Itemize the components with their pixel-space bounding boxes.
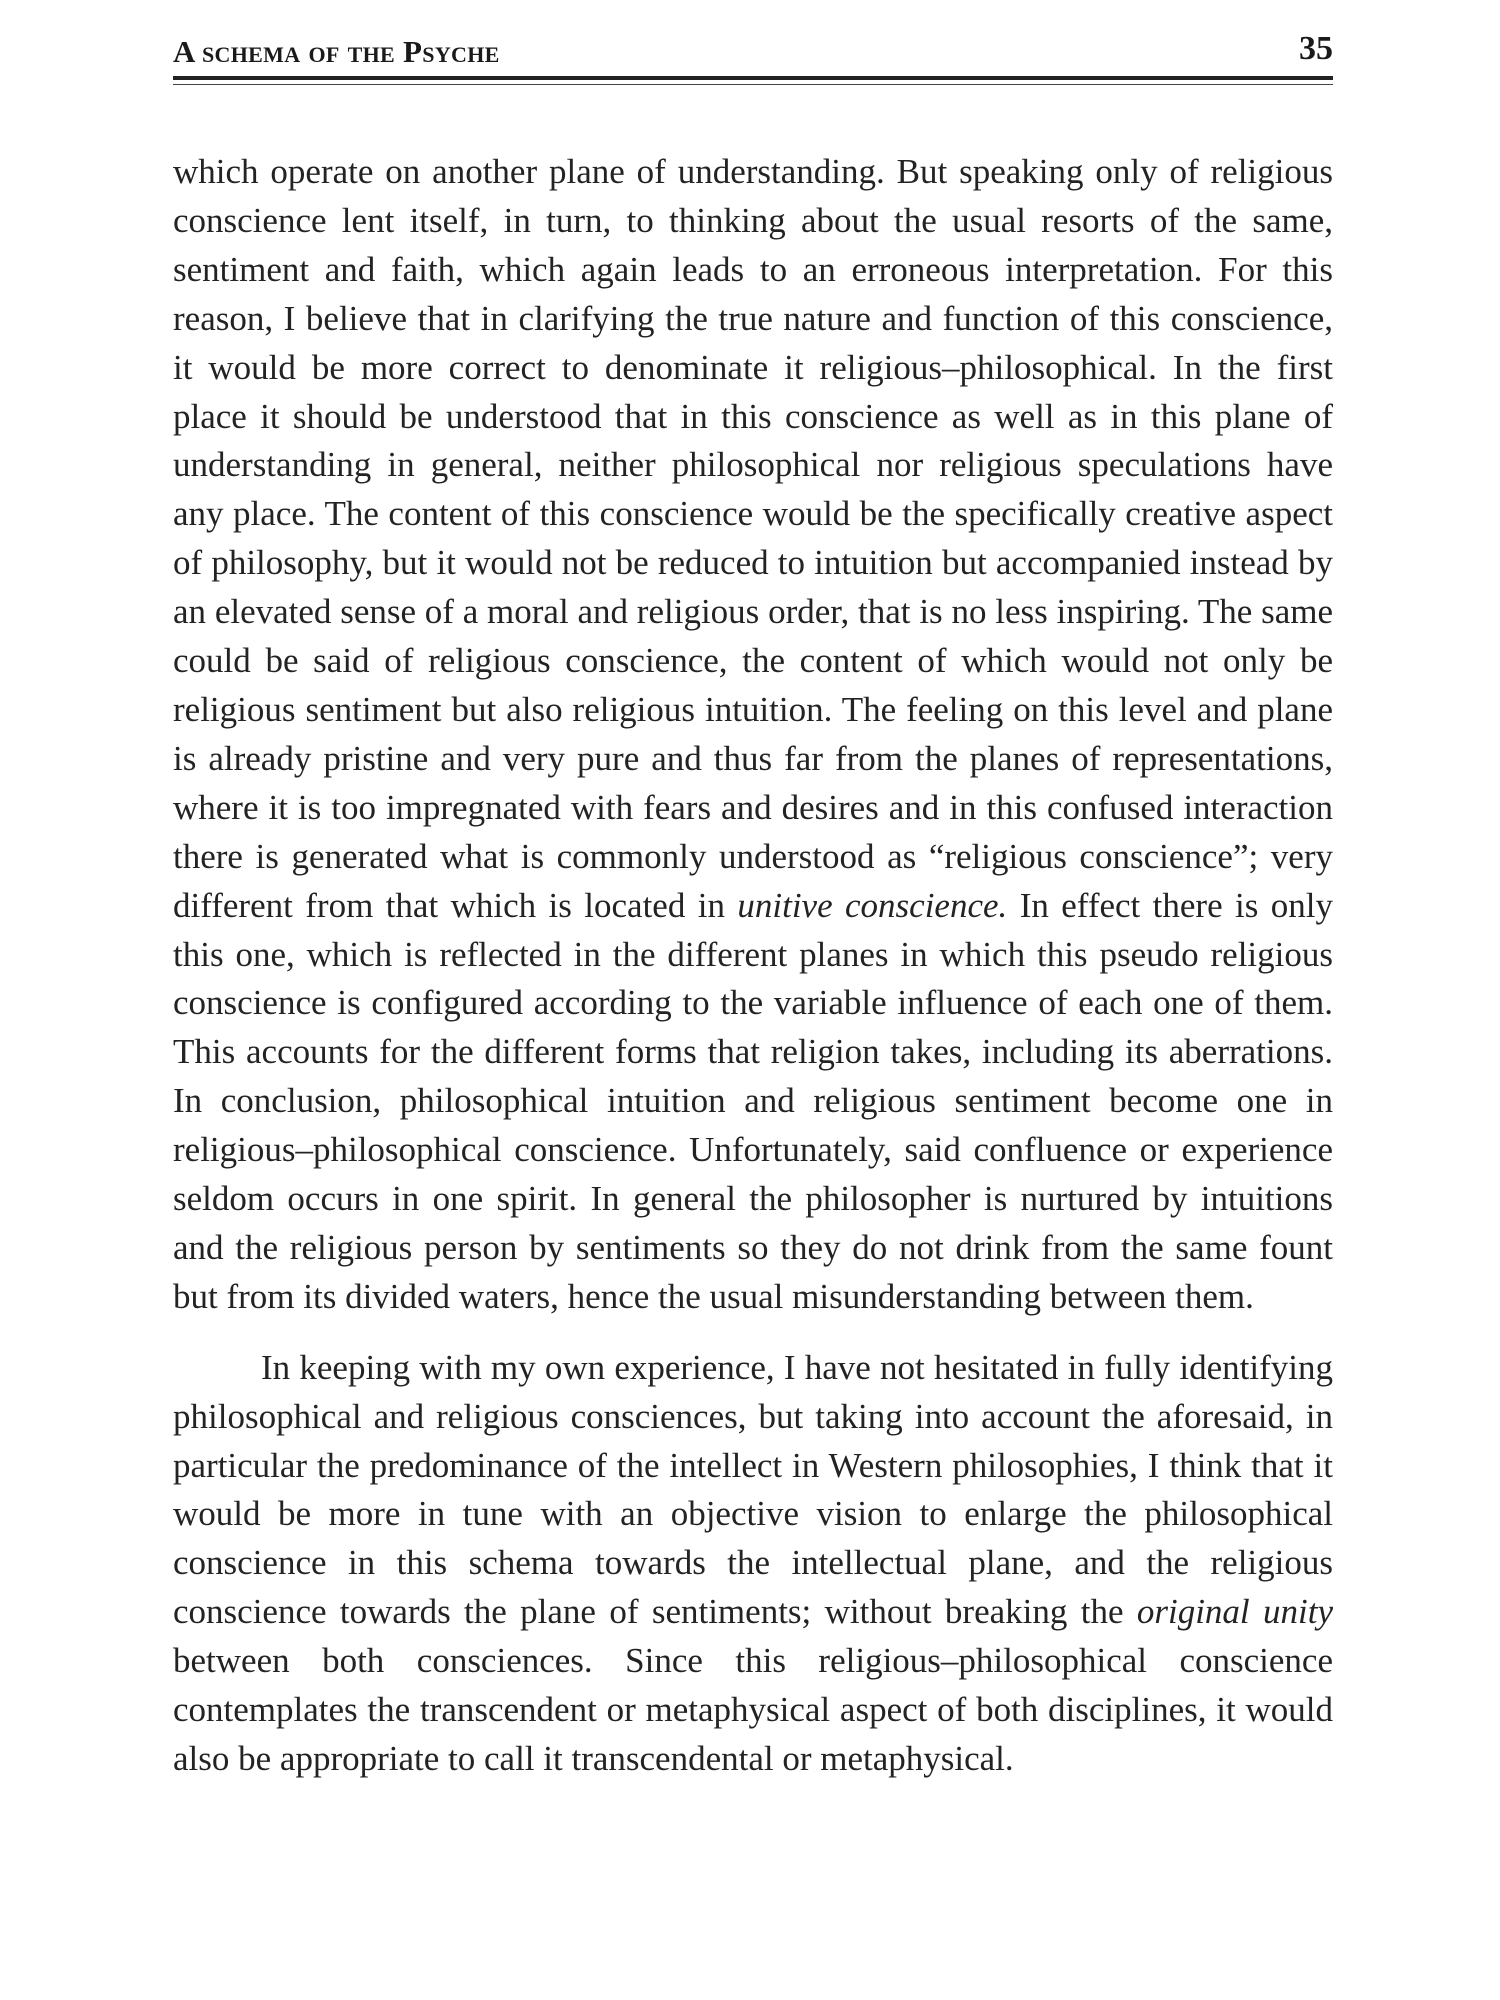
emphasized-term: original unity [1136, 1592, 1333, 1632]
emphasized-term: unitive conscience. [737, 885, 1008, 925]
header-rule-thin [173, 84, 1333, 85]
paragraph-text: between both consciences. Since this religious–philosophical conscience contemplates the transcendent or metaphysical aspect of both disciplines, it would also be appropriate to call it transcendental or metaphysical. [173, 1641, 1333, 1778]
page-number: 35 [1299, 30, 1333, 67]
paragraph [173, 1344, 1333, 1784]
paragraph-text: In keeping with my own experience, I have not hesitated in fully identifying philosophical and religious consciences, but taking into account the aforesaid, in particular the predominance of the intellect in Western philosophies, I think that it would be more in tune with an objective vision to enlarge the philosophical conscience in this schema towards the intellectual plane, and the religious conscience towards the plane of sentiments; without breaking the [173, 1347, 1333, 1632]
running-title: A schema of the Psyche [173, 34, 500, 69]
paragraph-text: In effect there is only this one, which is reflected in the different planes in which this pseudo religious conscience is configured according to the variable influence of each one of them. This accounts for the different forms that religion takes, including its aberrations. In conclusion, philosophical intuition and religious sentiment become one in religious–philosophical conscience. Unfortunately, said confluence or experience seldom occurs in one spirit. In general the philosopher is nurtured by intuitions and the religious person by sentiments so they do not drink from the same fount but from its divided waters, hence the usual misunderstanding between them. [173, 885, 1334, 1316]
header-rule-thick [173, 76, 1333, 80]
body-text [173, 148, 1333, 1784]
paragraph-text: which operate on another plane of understanding. But speaking only of religious conscience lent itself, in turn, to thinking about the usual resorts of the same, sentiment and faith, which again leads to an erroneous interpretation. For this reason, I believe that in clarifying the true nature and function of this conscience, it would be more correct to denominate it religious–philosophical. In the first place it should be understood that in this conscience as well as in this plane of understanding in general, neither philosophical nor religious speculations have any place. The content of this conscience would be the specifically creative aspect of philosophy, but it would not be reduced to intuition but accompanied instead by an elevated sense of a moral and religious order, that is no less inspiring. The same could be said of religious conscience, the content of which would not only be religious sentiment but also religious intuition. The feeling on this level and plane is already pristine and very pure and thus far from the planes of representations, where it is too impregnated with fears and desires and in this confused interaction there is generated what is commonly understood as “religious conscience”; very different from that which is located in [173, 152, 1333, 925]
running-header [173, 30, 1333, 70]
paragraph [173, 148, 1333, 1322]
